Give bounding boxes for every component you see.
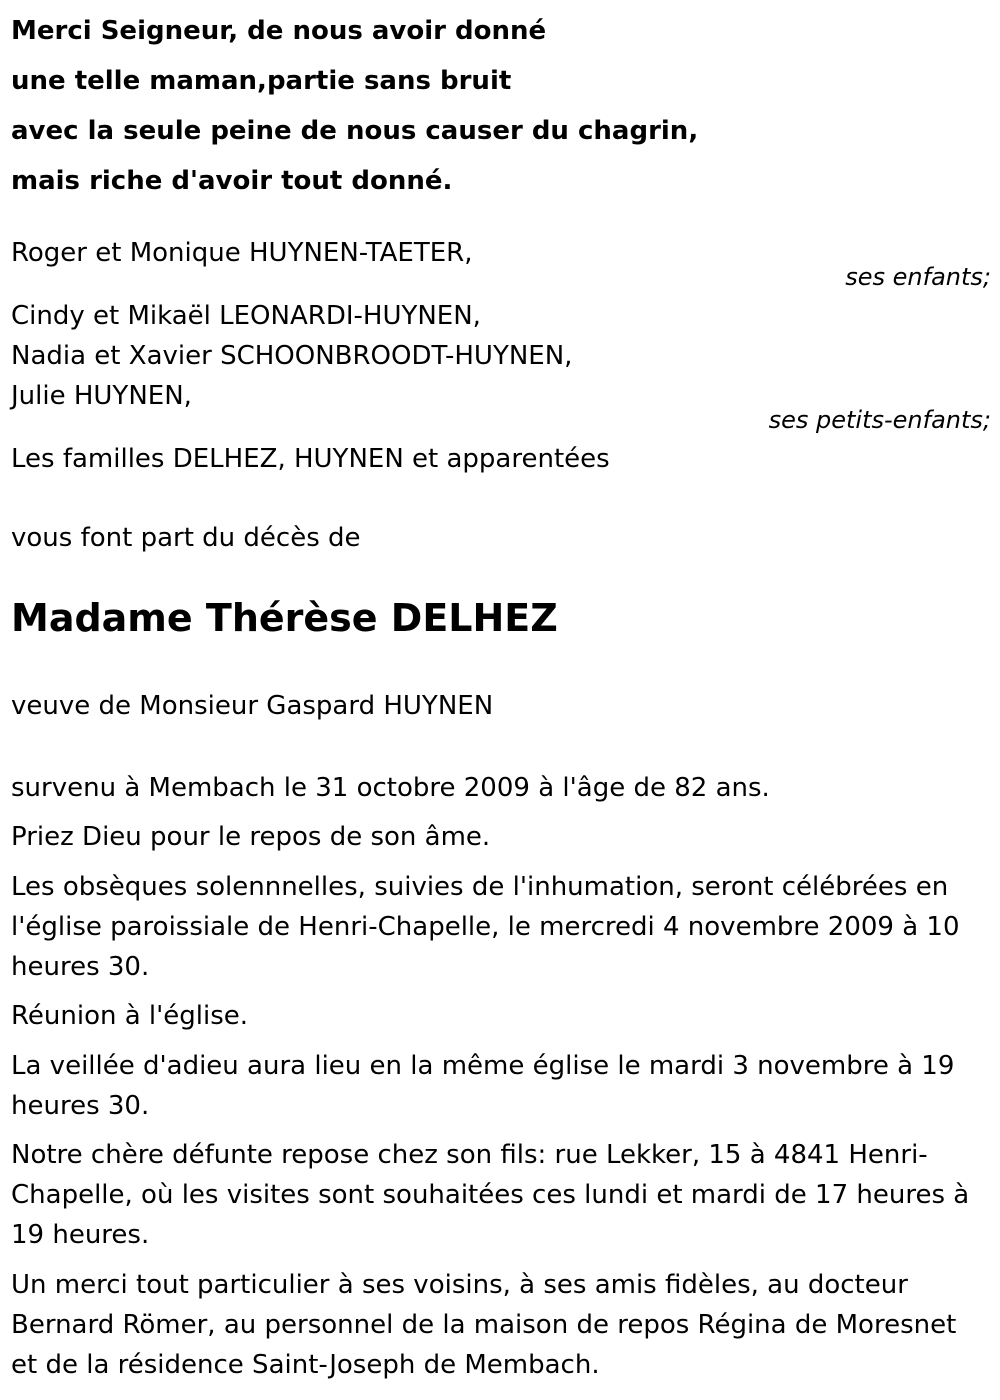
detail-paragraph: Réunion à l'église. xyxy=(11,1001,249,1031)
families-line: Les familles DELHEZ, HUYNEN et apparentées xyxy=(11,444,610,474)
poem-line: une telle maman,partie sans bruit xyxy=(11,66,512,96)
grandchild-name: Julie HUYNEN, xyxy=(11,381,192,411)
children-role: ses enfants; xyxy=(845,263,991,291)
grandchildren-role: ses petits-enfants; xyxy=(768,406,991,434)
poem-line: Merci Seigneur, de nous avoir donné xyxy=(11,16,547,46)
poem-line: avec la seule peine de nous causer du chagrin, xyxy=(11,116,699,146)
detail-paragraph: Notre chère défunte repose chez son fils: rue Lekker, 15 à 4841 Henri-Chapelle, où les visites sont souhaitées ces lundi et mardi de 17 heures à 19 heures. xyxy=(11,1140,970,1250)
deceased-relation: veuve de Monsieur Gaspard HUYNEN xyxy=(11,691,494,721)
death-notice xyxy=(11,0,991,1400)
detail-paragraph: Les obsèques solennnelles, suivies de l'inhumation, seront célébrées en l'église paroissiale de Henri-Chapelle, le mercredi 4 novembre 2009 à 10 heures 30. xyxy=(11,872,960,982)
detail-paragraph: La veillée d'adieu aura lieu en la même église le mardi 3 novembre à 19 heures 30. xyxy=(11,1051,955,1121)
detail-paragraph: Priez Dieu pour le repos de son âme. xyxy=(11,822,491,852)
poem-line: mais riche d'avoir tout donné. xyxy=(11,166,453,196)
poem xyxy=(11,6,698,206)
announcement-line: vous font part du décès de xyxy=(11,523,361,553)
children-names: Roger et Monique HUYNEN-TAETER, xyxy=(11,238,473,268)
grandchild-name: Nadia et Xavier SCHOONBROODT-HUYNEN, xyxy=(11,341,573,371)
detail-paragraph: Un merci tout particulier à ses voisins, à ses amis fidèles, au docteur Bernard Römer, au personnel de la maison de repos Régina de Moresnet et de la résidence Saint-Joseph de Membach. xyxy=(11,1270,957,1380)
deceased-name: Madame Thérèse DELHEZ xyxy=(11,596,558,640)
detail-paragraph: survenu à Membach le 31 octobre 2009 à l'âge de 82 ans. xyxy=(11,773,770,803)
grandchild-name: Cindy et Mikaël LEONARDI-HUYNEN, xyxy=(11,301,481,331)
